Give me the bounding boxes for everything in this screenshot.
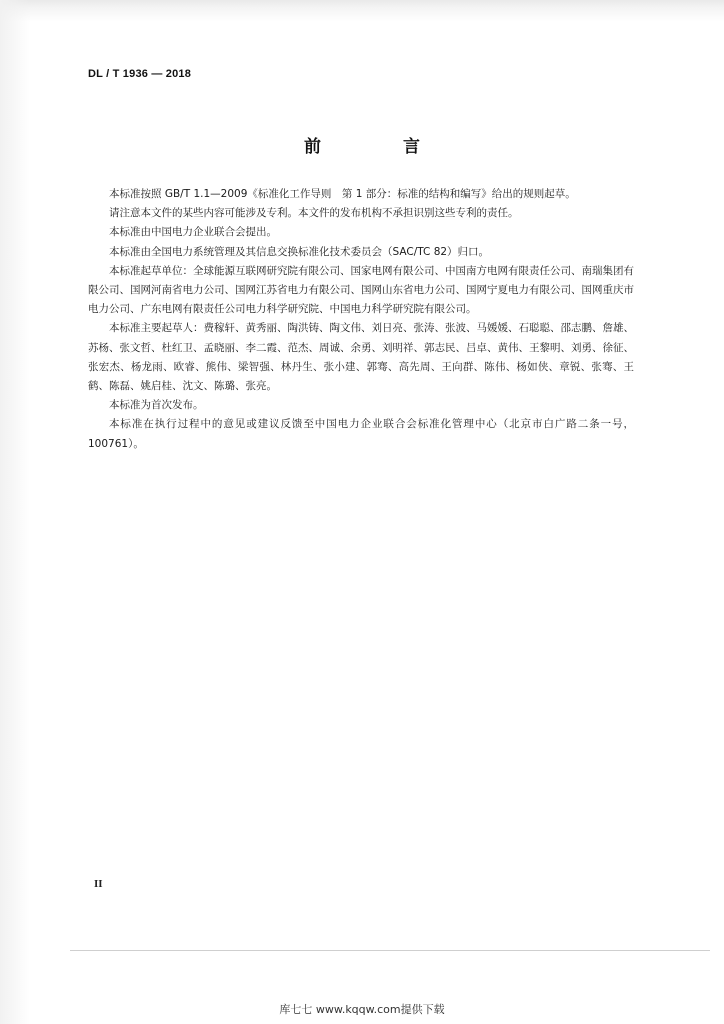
paragraph-drafters: 本标准主要起草人：费稼轩、黄秀丽、陶洪铸、陶文伟、刘日亮、张涛、张波、马媛媛、石聪聪、邵志鹏、詹雄、苏杨、张文哲、杜红卫、孟晓丽、李二霞、范杰、周诚、余勇、刘明祥、郭志民、吕卓、黄伟、王黎明、刘勇、徐征、张宏杰、杨龙雨、欧睿、熊伟、梁智强、林丹生、张小建、郭骞、高先周、王向群、陈伟、杨如侠、章锐、张骞、王鹤、陈磊、姚启桂、沈文、陈璐、张亮。	[88, 322, 634, 393]
paragraph-drafting-rules: 本标准按照 GB/T 1.1—2009《标准化工作导则 第 1 部分：标准的结构和编写》给出的规则起草。	[109, 188, 576, 200]
standard-code: DL / T 1936 — 2018	[88, 68, 192, 80]
paragraph-patent-notice: 请注意本文件的某些内容可能涉及专利。本文件的发布机构不承担识别这些专利的责任。	[109, 207, 519, 220]
page-number: II	[94, 878, 103, 890]
paragraph-drafting-units: 本标准起草单位：全球能源互联网研究院有限公司、国家电网有限公司、中国南方电网有限责任公司、南瑞集团有限公司、国网河南省电力公司、国网江苏省电力有限公司、国网山东省电力公司、国网宁夏电力有限公司、国网重庆市电力公司、广东电网有限责任公司电力科学研究院、中国电力科学研究院有限公司。	[88, 264, 634, 316]
download-footer: 库七七 www.kqqw.com提供下载	[279, 1003, 445, 1016]
page-title: 前 言	[304, 137, 458, 157]
paragraph-committee: 本标准由全国电力系统管理及其信息交换标准化技术委员会（SAC/TC 82）归口。	[109, 245, 490, 258]
paragraph-feedback: 本标准在执行过程中的意见或建议反馈至中国电力企业联合会标准化管理中心（北京市白广路二条一号，100761）。	[88, 418, 634, 450]
scan-bottom-line	[70, 950, 710, 951]
scan-top-shadow	[0, 0, 724, 22]
paragraph-proposer: 本标准由中国电力企业联合会提出。	[109, 226, 277, 239]
paragraph-first-release: 本标准为首次发布。	[109, 399, 204, 412]
foreword-body	[88, 185, 634, 454]
